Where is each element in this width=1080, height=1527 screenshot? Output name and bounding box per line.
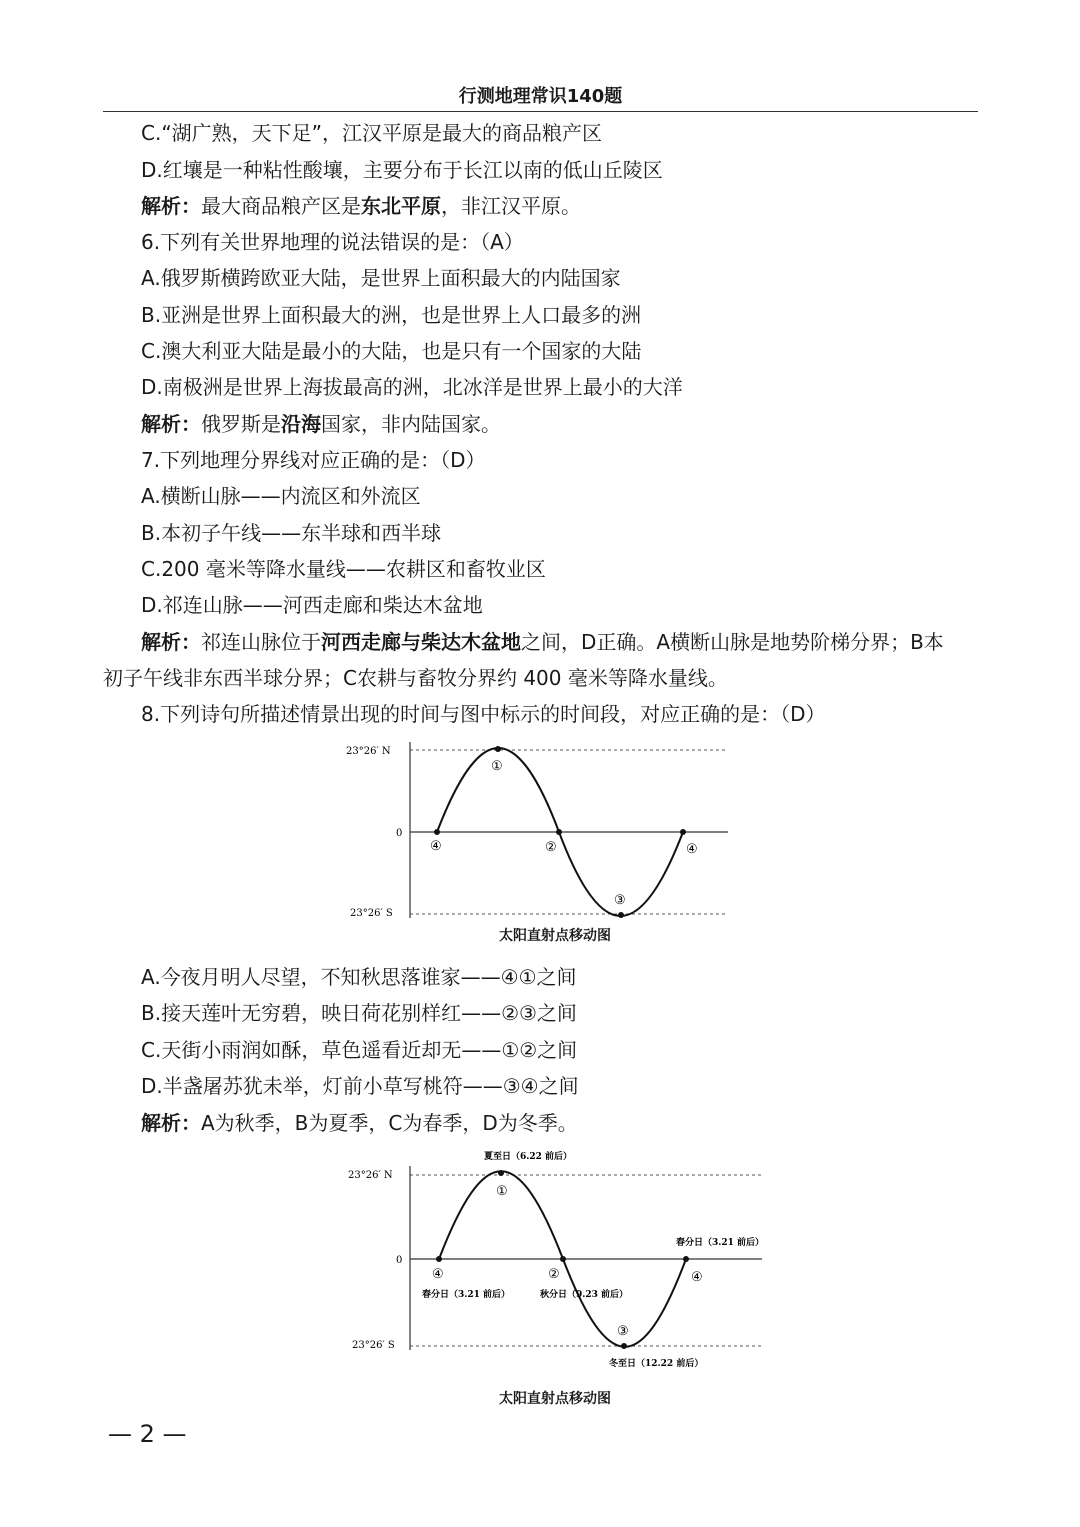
- q5-option-c: C.“湖广熟，天下足”，江汉平原是最大的商品粮产区: [141, 121, 603, 145]
- point-1: [495, 746, 501, 752]
- marker-2: ②: [548, 1267, 560, 1282]
- q7-option-a: A.横断山脉——内流区和外流区: [141, 484, 421, 508]
- q8-option-d: D.半盏屠苏犹未举，灯前小草写桃符——③④之间: [141, 1074, 579, 1098]
- analysis-text: 俄罗斯是: [201, 412, 281, 436]
- sun-movement-figure-2: [340, 1142, 770, 1382]
- q6-option-c: C.澳大利亚大陆是最小的大陆，也是只有一个国家的大陆: [141, 339, 642, 363]
- q7-stem: 7.下列地理分界线对应正确的是：（D）: [141, 448, 486, 472]
- header-rule: [103, 111, 978, 112]
- marker-3: ③: [614, 893, 626, 908]
- marker-4-right: ④: [686, 842, 698, 857]
- analysis-label: 解析：: [141, 412, 201, 436]
- point-4-right: [680, 829, 686, 835]
- q8-analysis: [141, 1110, 578, 1136]
- marker-3: ③: [617, 1324, 629, 1339]
- q7-option-c: C.200 毫米等降水量线——农耕区和畜牧业区: [141, 557, 546, 581]
- label-23n: 23°26′ N: [348, 1170, 393, 1181]
- q8-option-c: C.天街小雨润如酥，草色遥看近却无——①②之间: [141, 1038, 578, 1062]
- analysis-label: 解析：: [141, 194, 201, 218]
- analysis-label: 解析：: [141, 1111, 201, 1135]
- q6-option-a: A.俄罗斯横跨欧亚大陆，是世界上面积最大的内陆国家: [141, 266, 621, 290]
- autumn-equinox-label: 秋分日（9.23 前后）: [540, 1290, 629, 1300]
- summer-solstice-label: 夏至日（6.22 前后）: [484, 1152, 573, 1162]
- point-1: [498, 1170, 504, 1176]
- analysis-emphasis: 沿海: [281, 412, 321, 436]
- spring-equinox-left-label: 春分日（3.21 前后）: [422, 1290, 511, 1300]
- analysis-text: ，非江汉平原。: [441, 194, 581, 218]
- figure-1-caption: 太阳直射点移动图: [499, 928, 611, 944]
- q8-stem: 8.下列诗句所描述情景出现的时间与图中标示的时间段，对应正确的是：（D）: [141, 702, 826, 726]
- point-3: [621, 1343, 627, 1349]
- q7-analysis-continued: 初子午线非东西半球分界；C农耕与畜牧分界约 400 毫米等降水量线。: [103, 666, 728, 690]
- point-4-right: [683, 1256, 689, 1262]
- q7-analysis: [141, 629, 944, 655]
- label-zero: 0: [396, 828, 403, 839]
- analysis-text: 国家，非内陆国家。: [321, 412, 501, 436]
- analysis-text: 祁连山脉位于: [201, 630, 321, 654]
- q6-option-b: B.亚洲是世界上面积最大的洲，也是世界上人口最多的洲: [141, 303, 642, 327]
- analysis-text: A为秋季，B为夏季，C为春季，D为冬季。: [201, 1111, 578, 1135]
- analysis-emphasis: 东北平原: [361, 194, 441, 218]
- analysis-text: 之间，D正确。A横断山脉是地势阶梯分界；B本: [521, 630, 944, 654]
- point-2: [560, 1256, 566, 1262]
- marker-4-left: ④: [432, 1267, 444, 1282]
- analysis-text: 最大商品粮产区是: [201, 194, 361, 218]
- q7-option-d: D.祁连山脉——河西走廊和柴达木盆地: [141, 593, 483, 617]
- marker-4-left: ④: [430, 839, 442, 854]
- point-4-left: [434, 829, 440, 835]
- q5-analysis: [141, 193, 581, 219]
- figure-2-caption: 太阳直射点移动图: [499, 1391, 611, 1407]
- running-header: 行测地理常识140题: [458, 86, 623, 107]
- q8-option-b: B.接天莲叶无穷碧，映日荷花别样红——②③之间: [141, 1001, 577, 1025]
- marker-4-right: ④: [691, 1270, 703, 1285]
- marker-1: ①: [496, 1184, 508, 1199]
- q8-option-a: A.今夜月明人尽望，不知秋思落谁家——④①之间: [141, 965, 577, 989]
- analysis-label: 解析：: [141, 630, 201, 654]
- point-4-left: [436, 1256, 442, 1262]
- page-number: — 2 —: [108, 1420, 187, 1448]
- q6-option-d: D.南极洲是世界上海拔最高的洲，北冰洋是世界上最小的大洋: [141, 375, 683, 399]
- analysis-emphasis: 河西走廊与柴达木盆地: [321, 630, 521, 654]
- q7-option-b: B.本初子午线——东半球和西半球: [141, 521, 442, 545]
- q6-stem: 6.下列有关世界地理的说法错误的是：（A）: [141, 230, 524, 254]
- q6-analysis: [141, 411, 501, 437]
- point-2: [556, 829, 562, 835]
- winter-solstice-label: 冬至日（12.22 前后）: [609, 1359, 704, 1369]
- sun-movement-figure-1: [340, 738, 740, 948]
- label-23n: 23°26′ N: [346, 746, 391, 757]
- label-23s: 23°26′ S: [350, 908, 393, 919]
- label-23s: 23°26′ S: [352, 1340, 395, 1351]
- marker-1: ①: [491, 759, 503, 774]
- q5-option-d: D.红壤是一种粘性酸壤，主要分布于长江以南的低山丘陵区: [141, 158, 663, 182]
- label-zero: 0: [396, 1255, 403, 1266]
- spring-equinox-right-label: 春分日（3.21 前后）: [676, 1238, 765, 1248]
- marker-2: ②: [545, 840, 557, 855]
- point-3: [618, 912, 624, 918]
